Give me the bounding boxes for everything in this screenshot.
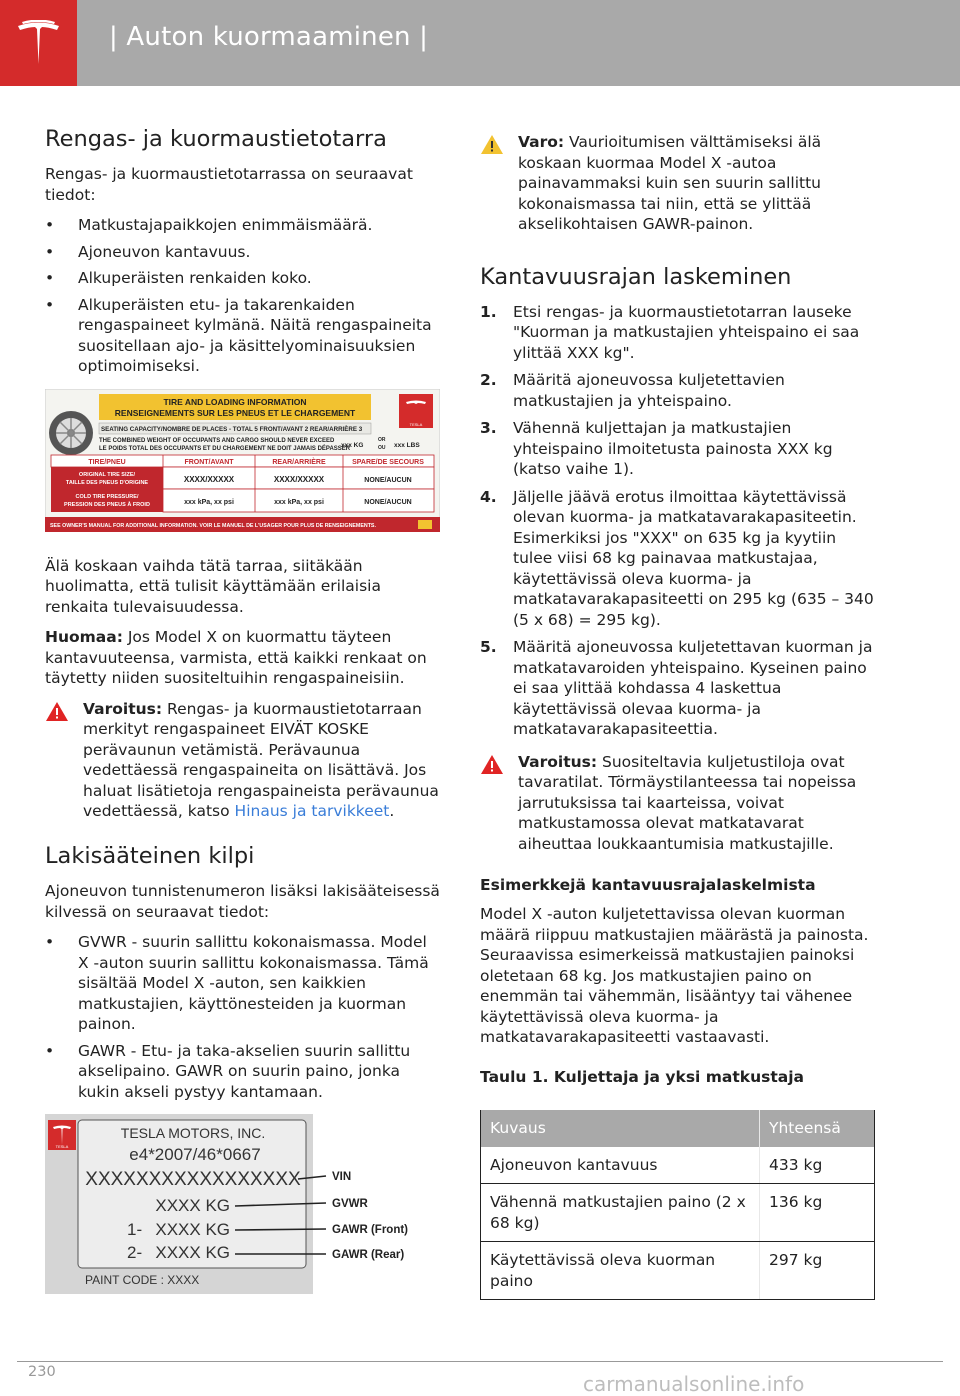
svg-text:ORIGINAL TIRE SIZE/: ORIGINAL TIRE SIZE/ bbox=[78, 471, 136, 478]
left-column bbox=[45, 125, 440, 1294]
list-item: 5. Määritä ajoneuvossa kuljetettavan kuorman ja matkatavaroiden yhteispaino. Kyseinen paino ei saa ylittää kohdassa 4 laskettua käytettävissä olevaa kuorma- ja matkatavarakapasiteettia. bbox=[480, 638, 873, 739]
table-header-row bbox=[481, 1110, 875, 1147]
table-title: Taulu 1. Kuljettaja ja yksi matkustaja bbox=[480, 1067, 804, 1086]
callout-gvwr: GVWR bbox=[332, 1198, 368, 1210]
list-item: 2. Määritä ajoneuvossa kuljetettavien matkustajien ja yhteispaino. bbox=[480, 371, 785, 410]
right-column bbox=[480, 128, 875, 1300]
list-item: 3. Vähennä kuljettajan ja matkustajien yhteispaino ilmoitetusta painosta XXX kg (katso vaihe 1). bbox=[480, 419, 833, 479]
tire-icon bbox=[49, 411, 93, 455]
table-row bbox=[481, 1242, 875, 1300]
table-cell: 433 kg bbox=[760, 1147, 875, 1184]
page-header bbox=[0, 0, 960, 86]
svg-text:2-: 2- bbox=[127, 1243, 143, 1262]
callout-gawr-rear: GAWR (Rear) bbox=[332, 1249, 405, 1261]
bullet-icon: • bbox=[45, 295, 55, 314]
svg-text:xxx kPa, xx psi: xxx kPa, xx psi bbox=[274, 498, 324, 506]
svg-text:FRONT/AVANT: FRONT/AVANT bbox=[184, 458, 234, 466]
legal-plate-image bbox=[45, 1114, 440, 1294]
section-title-capacity-calc: Kantavuusrajan laskeminen bbox=[480, 263, 792, 290]
list-item: • Alkuperäisten etu- ja takarenkaiden rengaspaineet kylmänä. Näitä rengaspaineita suositellaan ajo- ja käsittelyominaisuuksien optimoimiseksi. bbox=[45, 295, 432, 376]
bullet-icon: • bbox=[45, 933, 55, 951]
table-cell: Ajoneuvon kantavuus bbox=[481, 1147, 760, 1184]
do-not-change-label-text: Älä koskaan vaihda tätä tarraa, siitäkään huolimatta, että tulisit käyttämään erilaisia renkaita tulevaisuudessa. bbox=[45, 556, 381, 616]
caution-triangle-icon bbox=[480, 134, 504, 155]
plate-paint-code: PAINT CODE : XXXX bbox=[85, 1273, 200, 1287]
capacity-steps-list bbox=[480, 302, 875, 740]
capacity-table bbox=[480, 1110, 875, 1301]
table-cell: Vähennä matkustajien paino (2 x 68 kg) bbox=[481, 1184, 760, 1242]
tesla-t-icon bbox=[16, 20, 61, 66]
svg-text:LE POIDS TOTAL DES OCCUPANTS E: LE POIDS TOTAL DES OCCUPANTS ET DU CHARGEMENT NE DOIT JAMAIS DÉPASSER bbox=[99, 445, 351, 452]
plate-gawr-rear: XXXX KG bbox=[155, 1243, 230, 1262]
legal-plate-intro: Ajoneuvon tunnistenumeron lisäksi lakisääteisessä kilvessä on seuraavat tiedot: bbox=[45, 882, 440, 921]
footer-divider bbox=[17, 1361, 943, 1362]
list-item: • Alkuperäisten renkaiden koko. bbox=[45, 269, 312, 288]
page-title: | Auton kuormaaminen | bbox=[109, 22, 429, 52]
page-number: 230 bbox=[28, 1364, 56, 1380]
svg-text:PRESSION DES PNEUS À FROID: PRESSION DES PNEUS À FROID bbox=[64, 501, 150, 508]
bullet-icon: • bbox=[45, 269, 55, 288]
svg-text:1-: 1- bbox=[127, 1220, 143, 1239]
note-paragraph: Huomaa: Jos Model X on kuormattu täyteen kantavuuteensa, varmista, että kaikki renkaat on täytetty niiden suositeltuihin rengaspaineisiin. bbox=[45, 628, 427, 688]
warning-label: Varoitus: bbox=[83, 699, 163, 718]
list-item: • Ajoneuvon kantavuus. bbox=[45, 242, 251, 261]
list-item: 4. Jäljelle jäävä erotus ilmoittaa käytettävissä olevan kuorma- ja matkatavarakapasiteetin. Esimerkiksi jos "XXX" on 635 kg ja kyytiin tulee viisi 68 kg painavaa matkustajaa, käytettävissä oleva kuorma- ja matkatavarakapasiteetti on 295 kg (635 – 340 (5 x 68) = 295 kg). bbox=[480, 487, 874, 629]
examples-title: Esimerkkejä kantavuusrajalaskelmista bbox=[480, 876, 816, 895]
note-label: Huomaa: bbox=[45, 628, 123, 647]
table-row bbox=[481, 1147, 875, 1184]
plate-gawr-front: XXXX KG bbox=[155, 1220, 230, 1239]
callout-vin: VIN bbox=[332, 1171, 352, 1183]
examples-text: Model X -auton kuljetettavissa olevan kuorman määrä riippuu matkustajien määrästä ja painosta. Seuraavissa esimerkeissä matkustajien painoksi oletetaan 68 kg. Jos matkustajien paino on enemmän tai vähemmän, lisääntyy tai vähenee käytettävissä oleva kuorma- ja matkatavarakapasiteetti vastaavasti. bbox=[480, 905, 869, 1047]
tesla-logo bbox=[0, 0, 77, 86]
table-header-total: Yhteensä bbox=[760, 1110, 875, 1147]
table-header-description: Kuvaus bbox=[481, 1110, 760, 1147]
callout-gawr-front: GAWR (Front) bbox=[332, 1224, 409, 1236]
caution-overload: Varo: Vaurioitumisen välttämiseksi älä koskaan kuormaa Model X -autoa painavammaksi kuin sen suurin sallittu kokonaismassa tai niin, että se ylittää akselikohtaisen GAWR-painon. bbox=[480, 132, 875, 235]
tire-label-intro: Rengas- ja kuormaustietotarrassa on seuraavat tiedot: bbox=[45, 165, 413, 204]
svg-text:TIRE/PNEU: TIRE/PNEU bbox=[88, 458, 126, 466]
svg-text:TAILLE DES PNEUS D'ORIGINE: TAILLE DES PNEUS D'ORIGINE bbox=[65, 479, 149, 486]
svg-text:xxx LBS: xxx LBS bbox=[394, 441, 420, 449]
table-row bbox=[481, 1184, 875, 1242]
svg-text:XXXX/XXXXX: XXXX/XXXXX bbox=[273, 474, 325, 484]
warning-cargo: Varoitus: Suositeltavia kuljetustiloja ovat tavaratilat. Törmäystilanteessa tai nopeissa jarrutuksissa tai kaarteissa, voivat matkustamossa olevat matkatavarat aiheuttaa loukkaantumisia matkustajille. bbox=[480, 752, 875, 855]
svg-text:NONE/AUCUN: NONE/AUCUN bbox=[364, 476, 412, 484]
table-cell: 136 kg bbox=[760, 1184, 875, 1242]
list-item: • Matkustajapaikkojen enimmäismäärä. bbox=[45, 216, 373, 235]
svg-text:xxx KG: xxx KG bbox=[341, 441, 364, 449]
svg-text:xxx kPa, xx psi: xxx kPa, xx psi bbox=[184, 498, 234, 506]
warning-label: Varoitus: bbox=[518, 752, 598, 771]
tire-loading-label-image bbox=[45, 389, 440, 532]
plate-gvwr: XXXX KG bbox=[155, 1196, 230, 1215]
table-cell: 297 kg bbox=[760, 1242, 875, 1300]
tire-label-title2: RENSEIGNEMENTS SUR LES PNEUS ET LE CHARGEMENT bbox=[114, 407, 356, 418]
svg-text:SEE OWNER'S MANUAL FOR ADDITIO: SEE OWNER'S MANUAL FOR ADDITIONAL INFORMATION. VOIR LE MANUEL DE L'USAGER POUR PLUS DE RENSEIGNEMENTS. bbox=[50, 522, 376, 529]
section-title-tire-label: Rengas- ja kuormaustietotarra bbox=[45, 126, 387, 152]
bullet-icon: • bbox=[45, 242, 55, 261]
towing-accessories-link[interactable]: Hinaus ja tarvikkeet bbox=[234, 802, 390, 821]
warning-triangle-icon bbox=[480, 754, 504, 775]
svg-text:SPARE/DE SECOURS: SPARE/DE SECOURS bbox=[352, 458, 424, 466]
section-title-legal-plate: Lakisääteinen kilpi bbox=[45, 842, 255, 869]
plate-maker: TESLA MOTORS, INC. bbox=[120, 1125, 266, 1141]
watermark: carmanualsonline.info bbox=[583, 1372, 805, 1396]
plate-approval: e4*2007/46*0667 bbox=[129, 1145, 261, 1164]
warning-towing: Varoitus: Rengas- ja kuormaustietotarraan merkityt rengaspaineet EIVÄT KOSKE perävaunun vetämistä. Perävaunua vedettäessä rengaspaineita on lisättävä. Jos haluat lisätietoja rengaspaineista perävaunua vedettäessä, katso Hinaus ja tarvikkeet. bbox=[45, 699, 440, 822]
list-item: 1. Etsi rengas- ja kuormaustietotarran lauseke "Kuorman ja matkustajien yhteispaino ei saa ylittää XXX kg". bbox=[480, 302, 860, 362]
warning-triangle-icon bbox=[45, 701, 69, 722]
svg-text:THE COMBINED WEIGHT OF OCCUPAN: THE COMBINED WEIGHT OF OCCUPANTS AND CARGO SHOULD NEVER EXCEED bbox=[99, 437, 335, 444]
list-item: • GAWR - Etu- ja taka-akselien suurin sallittu akselipaino. GAWR on suurin paino, jonka kukin akseli pystyy kantamaan. bbox=[45, 1041, 411, 1101]
tire-label-bullet-list bbox=[45, 215, 440, 377]
svg-text:TESLA: TESLA bbox=[55, 1144, 69, 1149]
table-cell: Käytettävissä oleva kuorman paino bbox=[481, 1242, 760, 1300]
svg-text:COLD TIRE PRESSURE/: COLD TIRE PRESSURE/ bbox=[75, 493, 139, 500]
seating-capacity: SEATING CAPACITY/NOMBRE DE PLACES - TOTAL 5 FRONT/AVANT 2 REAR/ARRIÈRE 3 bbox=[101, 425, 363, 433]
legal-plate-bullet-list bbox=[45, 932, 440, 1102]
svg-text:XXXX/XXXXX: XXXX/XXXXX bbox=[183, 474, 235, 484]
svg-text:REAR/ARRIÈRE: REAR/ARRIÈRE bbox=[272, 458, 326, 466]
tire-label-title1: TIRE AND LOADING INFORMATION bbox=[163, 396, 307, 407]
svg-text:OU: OU bbox=[378, 444, 386, 451]
plate-vin: XXXXXXXXXXXXXXXXX bbox=[85, 1169, 301, 1190]
caution-label: Varo: bbox=[518, 133, 565, 151]
svg-text:NONE/AUCUN: NONE/AUCUN bbox=[364, 498, 412, 506]
bullet-icon: • bbox=[45, 216, 55, 235]
svg-text:TESLA: TESLA bbox=[409, 421, 423, 427]
svg-text:OR: OR bbox=[378, 436, 386, 443]
list-item: • GVWR - suurin sallittu kokonaismassa. Model X -auton suurin sallittu kokonaismassa. Tämä sisältää Model X -auton, sen kaikkien matkustajien, käyttönesteiden ja kuorman painon. bbox=[45, 933, 429, 1033]
bullet-icon: • bbox=[45, 1041, 55, 1060]
